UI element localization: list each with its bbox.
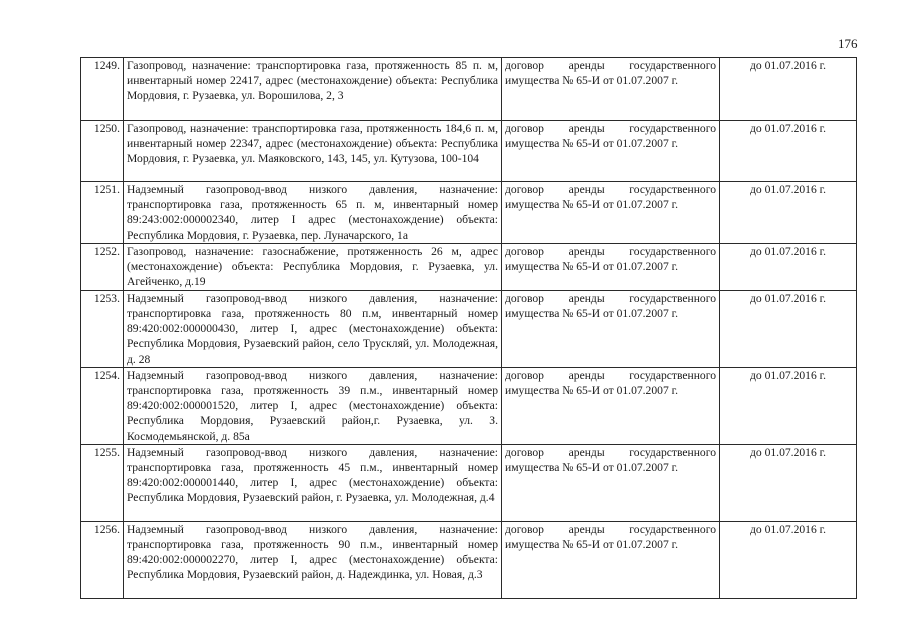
object-description: Газопровод, назначение: транспортировка газа, протяженность 85 п. м, инвентарный номер 22417, адрес (местонахождение) объекта: Республика Мордовия, г. Рузаевка, ул. Ворошилова, 2, 3 [124, 58, 502, 121]
object-description: Надземный газопровод-ввод низкого давления, назначение: транспортировка газа, протяженность 39 п.м., инвентарный номер 89:420:002:000001520, литер I, адрес (местонахождение) объекта: Республика Мордовия, Рузаевский район,г. Рузаевка, ул. З. Космодемьянской, д. 85а [124, 367, 502, 444]
table-row [81, 521, 857, 598]
row-number: 1253. [81, 290, 124, 367]
row-number: 1256. [81, 521, 124, 598]
row-number: 1254. [81, 367, 124, 444]
object-description: Надземный газопровод-ввод низкого давления, назначение: транспортировка газа, протяженность 45 п.м., инвентарный номер 89:420:002:000001440, литер I, адрес (местонахождение) объекта: Республика Мордовия, Рузаевский район, г. Рузаевка, ул. Молодежная, д.4 [124, 444, 502, 521]
table-row [81, 121, 857, 182]
legal-basis: договор аренды государственного имущества № 65-И от 01.07.2007 г. [502, 290, 720, 367]
table-row [81, 444, 857, 521]
validity-term: до 01.07.2016 г. [720, 182, 857, 244]
legal-basis: договор аренды государственного имущества № 65-И от 01.07.2007 г. [502, 243, 720, 290]
row-number: 1255. [81, 444, 124, 521]
object-description: Газопровод, назначение: транспортировка газа, протяженность 184,6 п. м, инвентарный номер 22347, адрес (местонахождение) объекта: Республика Мордовия, г. Рузаевка, ул. Маяковского, 143, 145, ул. Кутузова, 100-104 [124, 121, 502, 182]
table-row [81, 243, 857, 290]
validity-term: до 01.07.2016 г. [720, 290, 857, 367]
validity-term: до 01.07.2016 г. [720, 121, 857, 182]
row-number: 1249. [81, 58, 124, 121]
table-row [81, 58, 857, 121]
validity-term: до 01.07.2016 г. [720, 58, 857, 121]
legal-basis: договор аренды государственного имущества № 65-И от 01.07.2007 г. [502, 182, 720, 244]
legal-basis: договор аренды государственного имущества № 65-И от 01.07.2007 г. [502, 58, 720, 121]
object-description: Надземный газопровод-ввод низкого давления, назначение: транспортировка газа, протяженность 90 п.м., инвентарный номер 89:420:002:000002270, литер I, адрес (местонахождение) объекта: Республика Мордовия, Рузаевский район, д. Надеждинка, ул. Новая, д.3 [124, 521, 502, 598]
legal-basis: договор аренды государственного имущества № 65-И от 01.07.2007 г. [502, 121, 720, 182]
table-row [81, 367, 857, 444]
row-number: 1250. [81, 121, 124, 182]
registry-body [81, 58, 857, 599]
validity-term: до 01.07.2016 г. [720, 521, 857, 598]
page-number: 176 [838, 36, 858, 51]
row-number: 1251. [81, 182, 124, 244]
table-row [81, 182, 857, 244]
property-registry-table [80, 57, 857, 599]
legal-basis: договор аренды государственного имущества № 65-И от 01.07.2007 г. [502, 367, 720, 444]
validity-term: до 01.07.2016 г. [720, 243, 857, 290]
legal-basis: договор аренды государственного имущества № 65-И от 01.07.2007 г. [502, 444, 720, 521]
legal-basis: договор аренды государственного имущества № 65-И от 01.07.2007 г. [502, 521, 720, 598]
table-row [81, 290, 857, 367]
object-description: Надземный газопровод-ввод низкого давления, назначение: транспортировка газа, протяженность 80 п.м, инвентарный номер 89:420:002:000000430, литер I, адрес (местонахождение) объекта: Республика Мордовия, Рузаевский район, село Трускляй, ул. Молодежная, д. 28 [124, 290, 502, 367]
row-number: 1252. [81, 243, 124, 290]
object-description: Газопровод, назначение: газоснабжение, протяженность 26 м, адрес (местонахождение) объекта: Республика Мордовия, г. Рузаевка, ул. Агейченко, д.19 [124, 243, 502, 290]
object-description: Надземный газопровод-ввод низкого давления, назначение: транспортировка газа, протяженность 65 п. м, инвентарный номер 89:243:002:000002340, литер I адрес (местонахождение) объекта: Республика Мордовия, г. Рузаевка, пер. Луначарского, 1а [124, 182, 502, 244]
validity-term: до 01.07.2016 г. [720, 367, 857, 444]
validity-term: до 01.07.2016 г. [720, 444, 857, 521]
